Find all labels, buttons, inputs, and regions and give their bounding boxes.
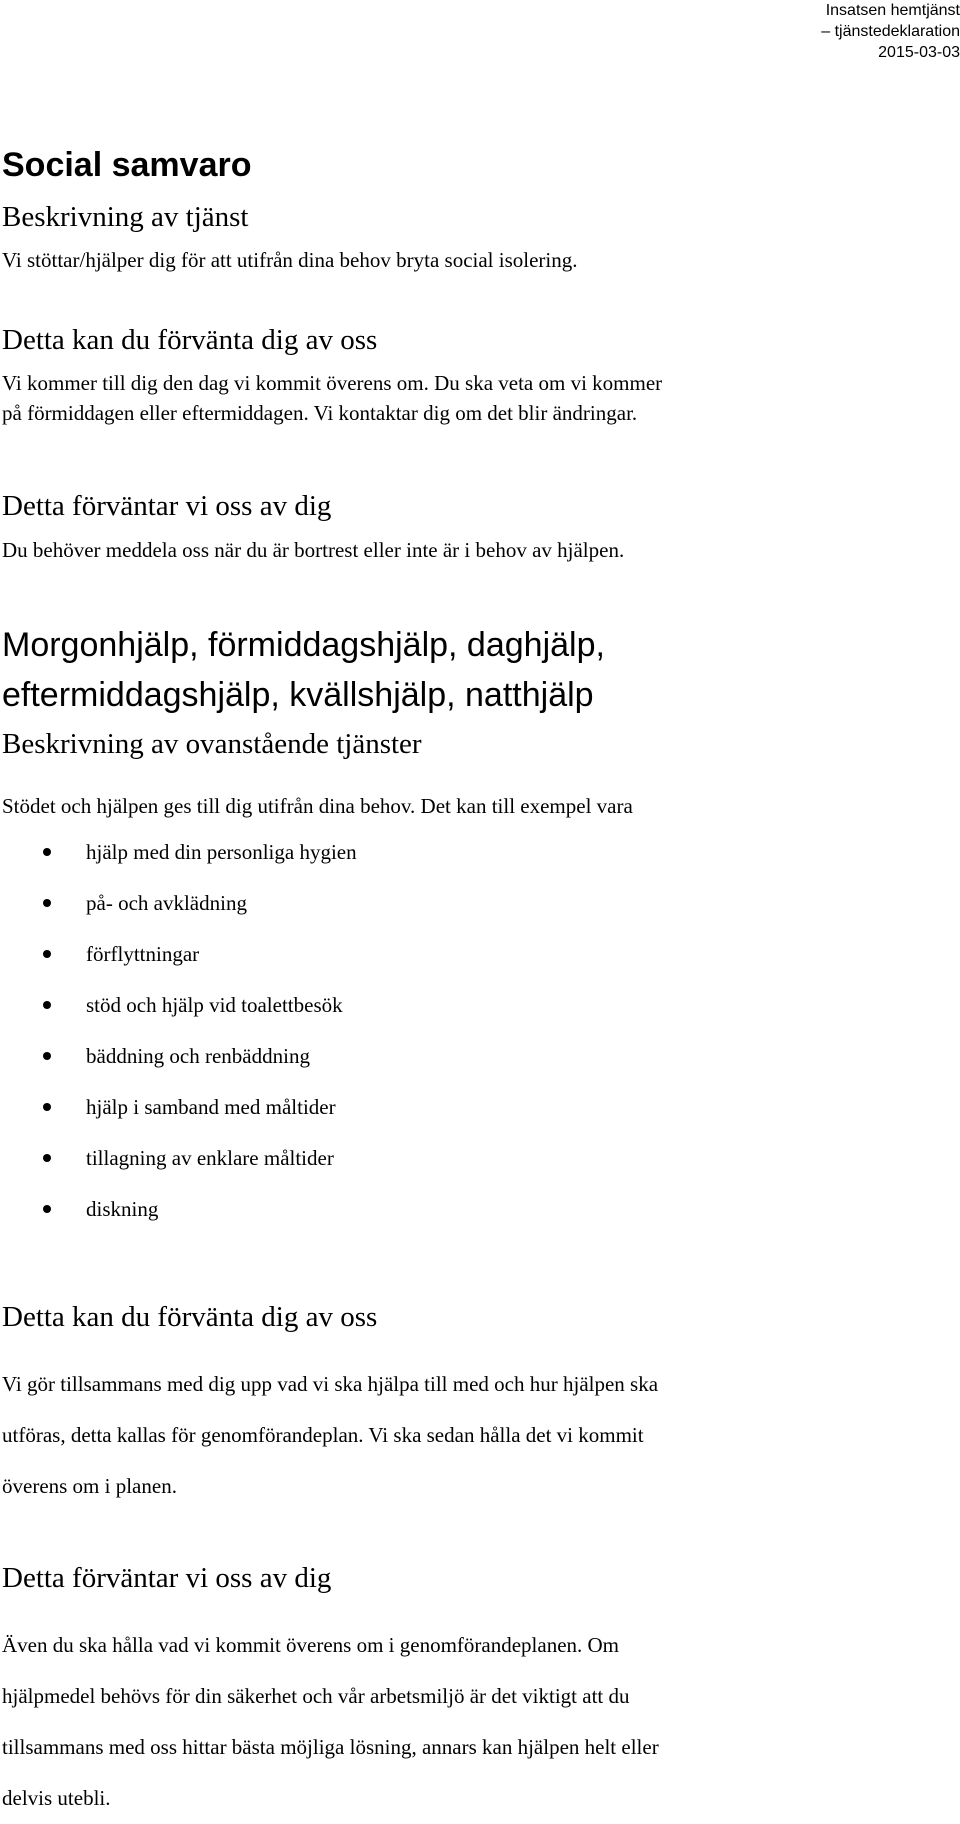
section-title-help-types	[2, 620, 605, 720]
we-expect-text-2	[2, 1620, 659, 1824]
list-item-text: på- och avklädning	[86, 891, 247, 915]
description-line: Vi stöttar/hjälper dig för att utifrån dina behov bryta social isolering.	[2, 248, 578, 272]
list-item-text: tillagning av enklare måltider	[86, 1146, 334, 1170]
list-item-text: hjälp i samband med måltider	[86, 1095, 336, 1119]
description-text	[2, 245, 578, 275]
list-item	[40, 1195, 357, 1246]
we-expect-line: Du behöver meddela oss när du är bortrest eller inte är i behov av hjälpen.	[2, 538, 625, 562]
services-intro-text	[2, 791, 633, 821]
we-expect-heading: Detta förväntar vi oss av dig	[2, 490, 332, 522]
section-title-line: Morgonhjälp, förmiddagshjälp, daghjälp,	[2, 626, 605, 664]
header-subtitle: – tjänstedeklaration	[821, 23, 960, 40]
description-heading: Beskrivning av tjänst	[2, 201, 249, 233]
list-item-text: bäddning och renbäddning	[86, 1044, 310, 1068]
bullet-icon	[43, 950, 51, 958]
list-item	[40, 940, 357, 991]
expect-line: Vi gör tillsammans med dig upp vad vi ska hjälpa till med och hur hjälpen ska	[2, 1372, 659, 1396]
list-item-text: diskning	[86, 1197, 159, 1221]
we-expect-heading-2: Detta förväntar vi oss av dig	[2, 1562, 332, 1594]
header-date: 2015-03-03	[878, 44, 960, 61]
bullet-icon	[43, 1001, 51, 1009]
list-item	[40, 1093, 357, 1144]
list-item	[40, 1042, 357, 1093]
we-expect-line: delvis utebli.	[2, 1786, 111, 1810]
bullet-icon	[43, 848, 51, 856]
we-expect-line: Även du ska hålla vad vi kommit överens om i genomförandeplanen. Om	[2, 1633, 620, 1657]
we-expect-text	[2, 535, 624, 565]
section-title-social-samvaro: Social samvaro	[2, 146, 252, 184]
expect-text	[2, 368, 662, 428]
expect-line: överens om i planen.	[2, 1474, 177, 1498]
header-title: Insatsen hemtjänst	[825, 2, 960, 19]
services-intro-line: Stödet och hjälpen ges till dig utifrån dina behov. Det kan till exempel vara	[2, 794, 633, 818]
list-item	[40, 889, 357, 940]
list-item-text: stöd och hjälp vid toalettbesök	[86, 993, 343, 1017]
expect-line: på förmiddagen eller eftermiddagen. Vi kontaktar dig om det blir ändringar.	[2, 401, 638, 425]
list-item	[40, 991, 357, 1042]
services-description-heading: Beskrivning av ovanstående tjänster	[2, 728, 422, 760]
bullet-icon	[43, 899, 51, 907]
expect-line: utföras, detta kallas för genomförandeplan. Vi ska sedan hålla det vi kommit	[2, 1423, 644, 1447]
bullet-icon	[43, 1103, 51, 1111]
expect-text-2	[2, 1359, 658, 1512]
bullet-icon	[43, 1205, 51, 1213]
list-item	[40, 1144, 357, 1195]
expect-heading: Detta kan du förvänta dig av oss	[2, 324, 378, 356]
document-header	[760, 0, 960, 63]
services-bullet-list	[40, 838, 357, 1246]
expect-line: Vi kommer till dig den dag vi kommit överens om. Du ska veta om vi kommer	[2, 371, 663, 395]
bullet-icon	[43, 1154, 51, 1162]
list-item-text: hjälp med din personliga hygien	[86, 840, 357, 864]
section-title-line: eftermiddagshjälp, kvällshjälp, natthjälp	[2, 676, 594, 714]
we-expect-line: tillsammans med oss hittar bästa möjliga lösning, annars kan hjälpen helt eller	[2, 1735, 659, 1759]
list-item	[40, 838, 357, 889]
list-item-text: förflyttningar	[86, 942, 200, 966]
we-expect-line: hjälpmedel behövs för din säkerhet och vår arbetsmiljö är det viktigt att du	[2, 1684, 630, 1708]
expect-heading-2: Detta kan du förvänta dig av oss	[2, 1301, 378, 1333]
bullet-icon	[43, 1052, 51, 1060]
